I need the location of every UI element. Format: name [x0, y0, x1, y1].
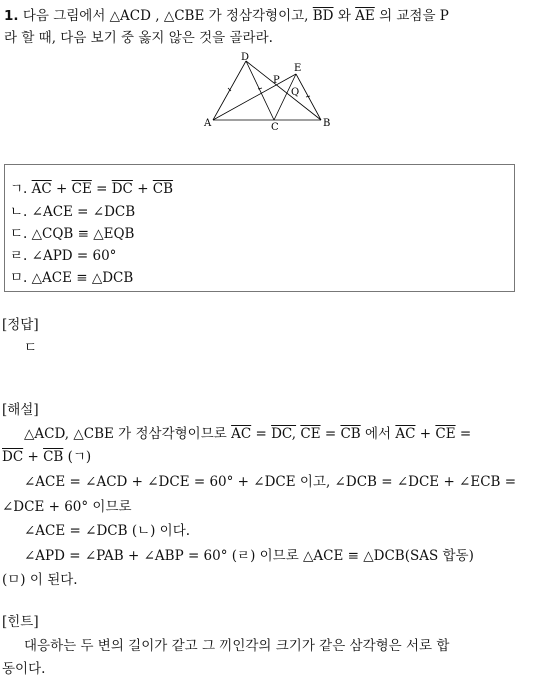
expl-l1-mid: 에서: [365, 426, 392, 442]
segment-eb-line: [296, 74, 321, 120]
segment-dc-line: [246, 61, 274, 120]
hint-header: [힌트]: [2, 614, 39, 630]
expl-l1-seg-cb: $\overline{CB}$: [340, 426, 361, 442]
choice-2-mark: ㄴ.: [10, 204, 28, 220]
choice-1-seg-ce: $\overline{CE}$: [71, 181, 92, 197]
expl-l1-text: △ACD, △CBE 가 정삼각형이므로: [24, 426, 227, 442]
hint-line-1: 대응하는 두 변의 길이가 같고 그 끼인각의 크기가 같은 삼각형은 서로 합: [24, 638, 450, 654]
choice-1-seg-dc: $\overline{DC}$: [111, 181, 133, 197]
explanation-line-6: ∠APD = ∠PAB + ∠ABP = 60° (ㄹ) 이므로 △ACE ≡ △DCB(SAS 합동): [24, 548, 474, 564]
choice-4-mark: ㄹ.: [10, 248, 28, 264]
choice-4-text: ∠APD = 60°: [31, 248, 117, 264]
choices-box: [4, 164, 515, 292]
geometry-figure: [196, 52, 346, 134]
label-c: C: [271, 122, 279, 133]
expl-l1-eq3: =: [459, 426, 472, 442]
choice-1-seg-ac: $\overline{AC}$: [31, 181, 52, 197]
explanation-header: [해설]: [2, 402, 39, 418]
choice-1-plus-2: +: [137, 181, 149, 197]
expl-l1-seg-ac2: $\overline{AC}$: [395, 426, 416, 442]
label-b: B: [323, 118, 331, 129]
segment-db-line: [246, 61, 321, 120]
choice-1-plus-1: +: [56, 181, 68, 197]
choice-1: [10, 177, 173, 197]
choice-1-equals: =: [96, 181, 108, 197]
choice-4: [10, 244, 116, 264]
hint-line-2: 동이다.: [2, 661, 46, 677]
answer-header: [정답]: [2, 317, 39, 333]
expl-l2-plus: +: [27, 449, 39, 465]
expl-l1-seg-ac: $\overline{AC}$: [231, 426, 252, 442]
question-text-1-end: 의 교점을 P: [379, 8, 449, 24]
label-p: P: [273, 75, 280, 86]
segment-ae: $\overline{AE}$: [355, 8, 375, 24]
expl-l1-seg-dc: DC,: [271, 426, 297, 442]
explanation-line-2: [2, 445, 91, 465]
expl-l1-seg-ce: $\overline{CE}$: [300, 426, 321, 442]
label-q: Q: [291, 87, 300, 98]
question-line-1: [4, 4, 449, 24]
explanation-line-1: [24, 422, 471, 442]
question-number: 1.: [4, 8, 19, 24]
choice-2-text: ∠ACE = ∠DCB: [31, 204, 136, 220]
choice-1-mark: ㄱ.: [10, 181, 28, 197]
label-a: A: [204, 118, 212, 129]
choice-3-text: △CQB ≡ △EQB: [31, 226, 135, 242]
explanation-line-7: (ㅁ) 이 된다.: [2, 572, 78, 588]
tick-eb: [306, 96, 310, 97]
choice-3: [10, 222, 134, 242]
explanation-line-3: ∠ACE = ∠ACD + ∠DCE = 60° + ∠DCE 이고, ∠DCB = ∠DCE + ∠ECB =: [24, 474, 517, 490]
label-d: D: [241, 52, 250, 63]
question-line-2: 라 할 때, 다음 보기 중 옳지 않은 것을 골라라.: [4, 30, 273, 46]
expl-l1-eq1: =: [255, 426, 267, 442]
choice-5: [10, 266, 133, 286]
expl-l1-plus: +: [419, 426, 432, 442]
choice-5-mark: ㅁ.: [10, 270, 28, 286]
question-wa: 와: [337, 8, 351, 24]
question-text-1: 다음 그림에서 △ACD , △CBE 가 정삼각형이고,: [22, 8, 309, 24]
expl-l1-eq2: =: [324, 426, 337, 442]
explanation-line-4: ∠DCE + 60° 이므로: [2, 499, 132, 515]
choice-3-mark: ㄷ.: [10, 226, 28, 242]
expl-l1-seg-ce2: $\overline{CE}$: [435, 426, 456, 442]
expl-l2-seg-cb: $\overline{CB}$: [43, 449, 64, 465]
explanation-line-5: ∠ACE = ∠DCB (ㄴ) 이다.: [24, 523, 191, 539]
expl-l2-seg-dc: $\overline{DC}$: [2, 449, 24, 465]
choice-1-seg-cb: $\overline{CB}$: [152, 181, 174, 197]
choice-2: [10, 200, 135, 220]
segment-bd: $\overline{BD}$: [312, 8, 334, 24]
expl-l2-mark: (ㄱ): [67, 449, 92, 465]
answer-value: ㄷ: [24, 340, 38, 356]
choice-5-text: △ACE ≡ △DCB: [31, 270, 134, 286]
label-e: E: [294, 63, 302, 74]
